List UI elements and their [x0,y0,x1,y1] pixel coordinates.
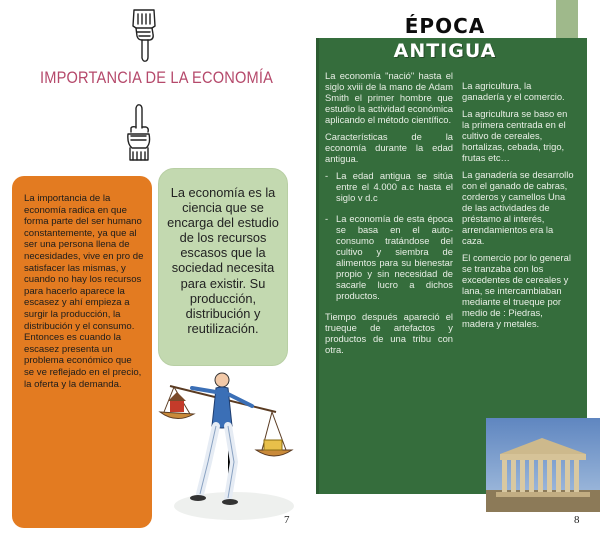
outro-paragraph: Tiempo después apareció el trueque de artefactos y productos de una tribu con otra. [325,311,453,355]
definition-paragraph: La economía es la ciencia que se encarga del estudio de los recursos escasos que la sociedad necesita para existir. Su producción, distribución y reutilización. [167,185,279,336]
characteristics-heading: Características de la economía durante la edad antigua. [325,131,453,164]
text-column-right [462,80,574,335]
list-item: - La edad antigua se sitúa entre el 4.000 a.c hasta el siglo v d.c [325,170,453,203]
list-item: - La economía de esta época se basa en el auto-consumo tratándose del cultivo y siembra de alimentos para su bienestar propio y sin necesidad de sacarle lucro a dichos productos. [325,213,453,301]
scales-illustration [156,366,298,534]
parthenon-photo [486,418,600,512]
page-number-right: 8 [574,514,580,526]
hand-pointing-up-icon [122,102,156,164]
commerce-paragraph: El comercio por lo general se tranzaba con los excedentes de cereales y lana, se intercambiaban mediante el trueque por medio de : Piedras, madera y metales. [462,252,571,329]
text-column-left [325,70,453,361]
characteristics-list [325,170,453,301]
hand-pointing-down-icon [128,6,162,64]
section-title-line1: ÉPOCA [404,14,486,38]
activities-paragraph: La agricultura, la ganadería y el comercio. [462,80,565,102]
section-title-line2: ANTIGUA [393,40,497,62]
livestock-paragraph: La ganadería se desarrollo con el ganado de cabras, corderos y camellos Una de las actividades de préstamo al interés, arrendamientos era la caza. [462,169,574,246]
intro-paragraph: La economía "nació" hasta el siglo xviii de la mano de Adam Smith el primer hombre que estudio la actividad económica aplicando el método científico. [325,70,453,125]
page-number-left: 7 [284,514,290,526]
agriculture-paragraph: La agricultura se baso en la primera centrada en el cultivo de cereales, hortalizas, cebada, trigo, frutas etc… [462,108,568,163]
importance-paragraph: La importancia de la economía radica en que forma parte del ser humano constantemente, ya que al ser una persona llena de necesidades, vive en pro de satisfacer las mismas, y cuando no hay los recursos para hacerlo aparece la escasez y ahí empieza a surgir la producción, la distribución y el consumo. Entonces es cuando la escasez presenta un problema económico que se ve reflejado en el precio, la oferta y la demanda. [24,193,144,390]
page-title: IMPORTANCIA DE LA ECONOMÍA [40,68,274,87]
